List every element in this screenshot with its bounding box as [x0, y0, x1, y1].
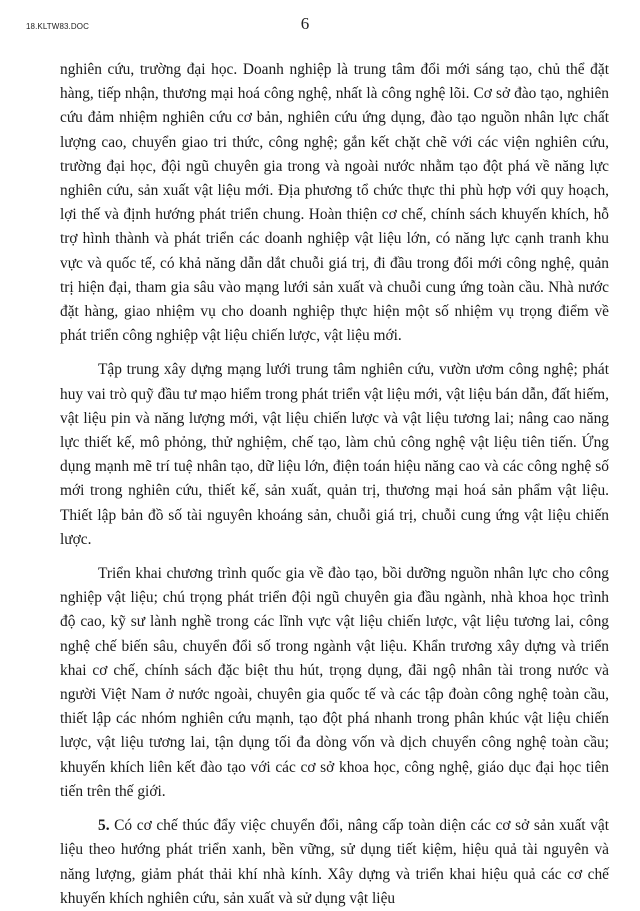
- paragraph: [60, 562, 609, 804]
- paragraph-text: Tập trung xây dựng mạng lưới trung tâm nghiên cứu, vườn ươm công nghệ; phát huy vai trò quỹ đầu tư mạo hiểm trong phát triển vật liệu mới, vật liệu bán dẫn, đất hiếm, vật liệu pin và năng lượng mới, vật liệu chiến lược và vật liệu tương lai; nâng cao năng lực thiết kế, mô phỏng, thử nghiệm, chế tạo, làm chủ công nghệ vật liệu tiên tiến. Ứng dụng mạnh mẽ trí tuệ nhân tạo, dữ liệu lớn, điện toán hiệu năng cao và các công nghệ số mới trong nghiên cứu, thiết kế, sản xuất, quản trị, thương mại hoá sản phẩm vật liệu. Thiết lập bản đồ số tài nguyên khoáng sản, chuỗi giá trị, chuỗi cung ứng vật liệu chiến lược.: [60, 361, 609, 548]
- paragraph: [60, 358, 609, 552]
- paragraph-text: Triển khai chương trình quốc gia về đào tạo, bồi dưỡng nguồn nhân lực cho công nghiệp vật liệu; chú trọng phát triển đội ngũ chuyên gia đầu ngành, nhà khoa học trình độ cao, kỹ sư lành nghề trong các lĩnh vực vật liệu chiến lược, vật liệu tương lai, công nghệ chế biến sâu, chuyển đổi số trong ngành vật liệu. Khẩn trương xây dựng và triển khai cơ chế, chính sách đặc biệt thu hút, trọng dụng, đãi ngộ nhân tài trong nước và người Việt Nam ở nước ngoài, chuyên gia quốc tế và các tập đoàn công nghệ toàn cầu, thiết lập các nhóm nghiên cứu mạnh, tạo đột phá nhanh trong phân khúc vật liệu chiến lược, vật liệu tương lai, tận dụng tối đa dòng vốn và dịch chuyển công nghệ toàn cầu; khuyến khích liên kết đào tạo với các cơ sở khoa học, công nghệ, giáo dục đại học tiên tiến trên thế giới.: [60, 565, 609, 800]
- document-code: 18.KLTW83.DOC: [26, 22, 89, 31]
- page-number: 6: [300, 14, 310, 33]
- paragraph-text: nghiên cứu, trường đại học. Doanh nghiệp là trung tâm đổi mới sáng tạo, chủ thể đặt hàng, tiếp nhận, thương mại hoá công nghệ, nhất là công nghệ lõi. Cơ sở đào tạo, nghiên cứu đảm nhiệm nghiên cứu cơ bản, nghiên cứu ứng dụng, đào tạo nguồn nhân lực chất lượng cao, chuyển giao tri thức, công nghệ; gắn kết chặt chẽ với các viện nghiên cứu, trường đại học, đội ngũ chuyên gia trong và ngoài nước nhằm tạo đột phá về năng lực nghiên cứu, sản xuất vật liệu mới. Địa phương tổ chức thực thi phù hợp với quy hoạch, lợi thế và định hướng phát triển chung. Hoàn thiện cơ chế, chính sách khuyến khích, hỗ trợ hình thành và phát triển các doanh nghiệp vật liệu lớn, có năng lực cạnh tranh khu vực và quốc tế, có khả năng dẫn dắt chuỗi giá trị, đi đầu trong đổi mới công nghệ, quản trị hiện đại, tham gia sâu vào mạng lưới sản xuất và chuỗi cung ứng toàn cầu. Nhà nước đặt hàng, giao nhiệm vụ cho doanh nghiệp thực hiện một số nhiệm vụ trọng điểm về phát triển công nghiệp vật liệu chiến lược, vật liệu mới.: [60, 61, 609, 345]
- paragraph: [60, 58, 609, 348]
- document-body: [60, 58, 609, 911]
- paragraph-text: Có cơ chế thúc đẩy việc chuyển đổi, nâng cấp toàn diện các cơ sở sản xuất vật liệu theo hướng phát triển xanh, bền vững, sử dụng tiết kiệm, hiệu quả tài nguyên và năng lượng, giảm phát thải khí nhà kính. Xây dựng và triển khai hiệu quả các cơ chế khuyến khích nghiên cứu, sản xuất và sử dụng vật liệu: [60, 817, 609, 907]
- paragraph-number: 5.: [98, 817, 110, 835]
- paragraph-numbered: [60, 814, 609, 911]
